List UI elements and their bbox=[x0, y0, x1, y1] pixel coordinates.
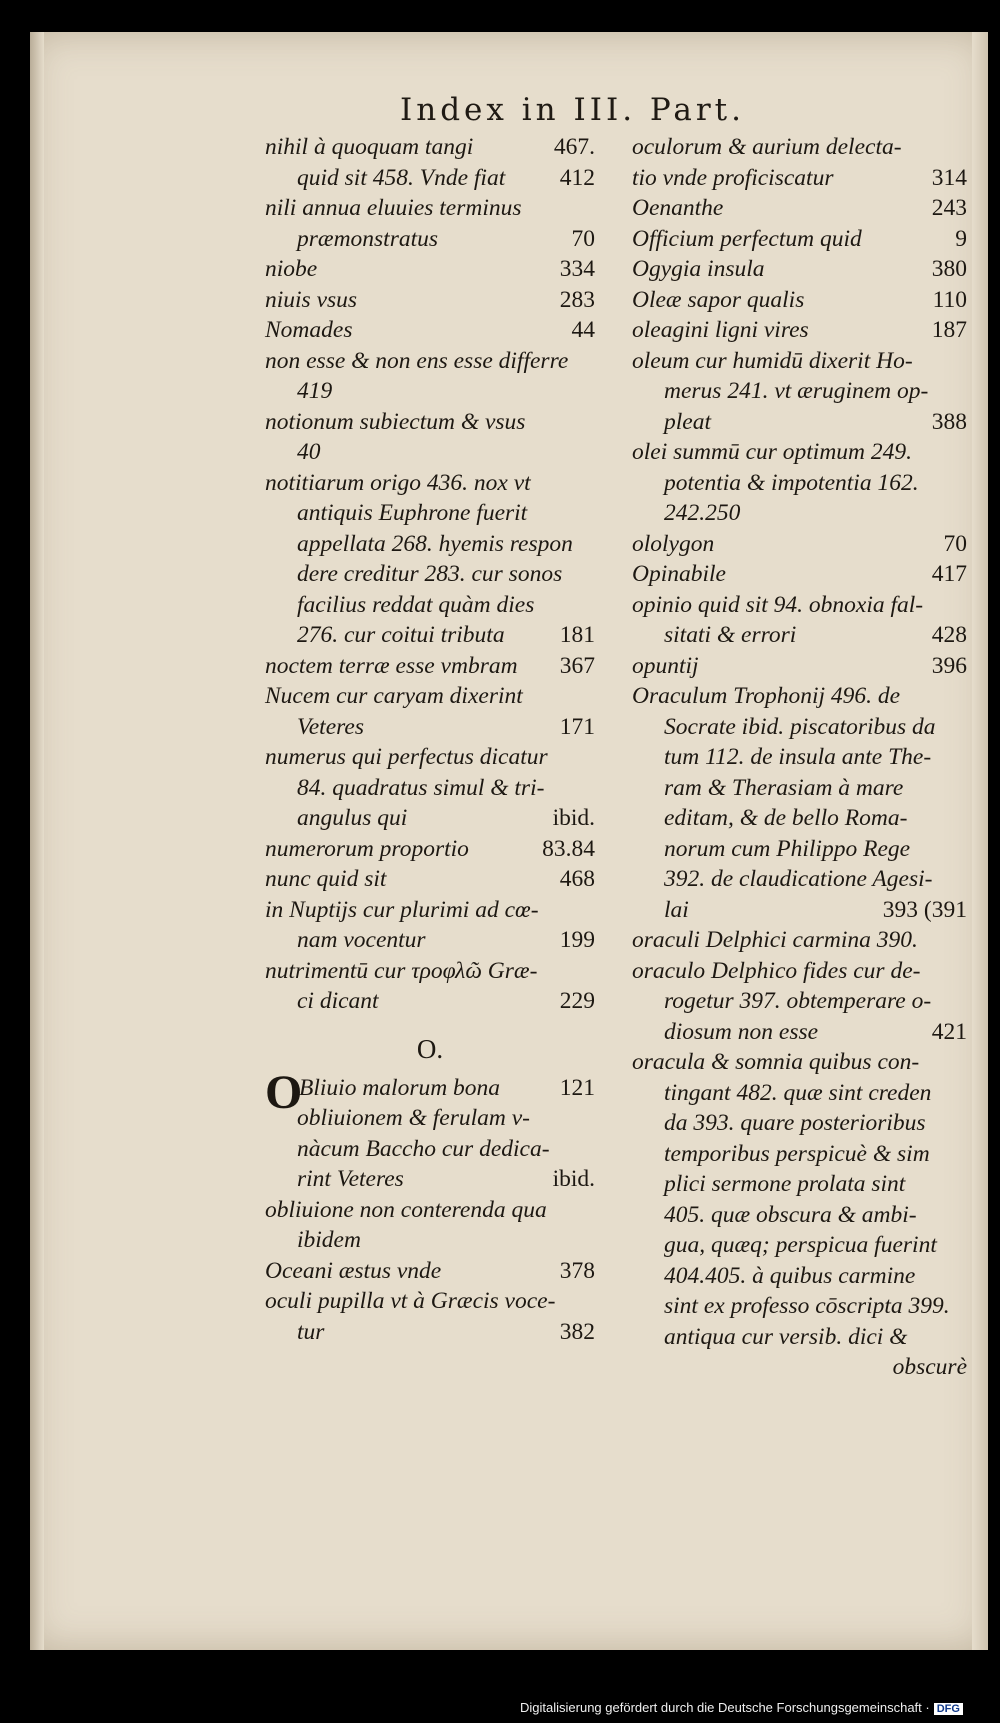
index-entry bbox=[632, 1261, 967, 1292]
index-entry-text: ram & Therasiam à mare bbox=[664, 774, 904, 801]
index-entry bbox=[265, 712, 595, 743]
index-entry bbox=[265, 1103, 595, 1134]
index-entry-text: tio vnde proficiscatur bbox=[632, 164, 834, 191]
index-entry bbox=[632, 285, 967, 316]
index-entry bbox=[632, 956, 967, 987]
index-entry-text: obliuione non conterenda qua bbox=[265, 1196, 547, 1223]
index-entry-text: tur bbox=[297, 1318, 325, 1345]
index-entry-page-number: 428 bbox=[931, 622, 967, 648]
index-entry-text: Oenanthe bbox=[632, 195, 724, 221]
index-entry-text: angulus qui bbox=[297, 805, 408, 831]
index-entry-page-number: 243 bbox=[931, 195, 967, 221]
index-entry-text: niuis vsus bbox=[265, 286, 358, 313]
index-entry-text: tingant 482. quæ sint creden bbox=[664, 1079, 932, 1106]
index-entry-text: in Nuptijs cur plurimi ad cœ- bbox=[265, 896, 539, 923]
index-entry-page-number: 83.84 bbox=[542, 835, 595, 862]
index-entry-text: norum cum Philippo Rege bbox=[664, 835, 911, 862]
index-entry-page-number: 283 bbox=[559, 286, 595, 313]
index-entry bbox=[265, 681, 595, 712]
index-entry bbox=[265, 285, 595, 316]
index-entry-text: numerus qui perfectus dicatur bbox=[265, 744, 548, 770]
index-entry-page-number: 44 bbox=[571, 317, 595, 343]
index-entry bbox=[265, 803, 595, 834]
index-entry-text: opinio quid sit 94. obnoxia fal- bbox=[632, 591, 924, 618]
index-entry-page-number: 187 bbox=[931, 317, 967, 343]
index-entry bbox=[265, 1317, 595, 1348]
index-entry bbox=[265, 132, 595, 163]
index-entry-text: non esse & non ens esse differre bbox=[265, 347, 569, 374]
index-entry-page-number: 378 bbox=[559, 1257, 595, 1284]
index-entry-page-number: 121 bbox=[559, 1074, 595, 1101]
index-entry bbox=[265, 498, 595, 529]
index-entry bbox=[265, 1225, 595, 1256]
index-entry bbox=[265, 468, 595, 499]
index-entry-text: nutrimentū cur τροφλῶ Græ- bbox=[265, 957, 538, 984]
index-entry-page-number: 181 bbox=[559, 622, 595, 648]
index-entry-page-number: 412 bbox=[559, 164, 595, 191]
index-entry bbox=[632, 1017, 967, 1048]
index-entry-page-number: 382 bbox=[559, 1318, 595, 1345]
index-entry bbox=[632, 620, 967, 651]
index-entry bbox=[265, 742, 595, 773]
index-entry-text: gua, quæq; perspicua fuerint bbox=[664, 1232, 937, 1258]
digitization-footer bbox=[520, 1700, 990, 1715]
index-entry-text: notitiarum origo 436. nox vt bbox=[265, 469, 531, 496]
index-entry-text: ibidem bbox=[297, 1227, 361, 1253]
index-entry bbox=[632, 773, 967, 804]
index-entry-page-number: 421 bbox=[931, 1018, 967, 1045]
index-entry bbox=[632, 1169, 967, 1200]
index-entry-text: nihil à quoquam tangi bbox=[265, 134, 474, 160]
index-entry bbox=[265, 163, 595, 194]
index-entry-page-number: 468 bbox=[559, 866, 595, 892]
index-entry-text: Ogygia insula bbox=[632, 256, 765, 282]
page-gutter-shadow bbox=[30, 32, 44, 1650]
index-entry bbox=[265, 834, 595, 865]
index-entries-o-continued bbox=[632, 132, 967, 1383]
index-entry bbox=[632, 132, 967, 163]
index-entry-text: 276. cur coitui tributa bbox=[297, 622, 505, 648]
index-entry bbox=[632, 254, 967, 285]
index-entry-text: Oceani æstus vnde bbox=[265, 1257, 442, 1284]
index-entry-page-number: 70 bbox=[571, 225, 595, 252]
index-entry-text: notionum subiectum & vsus bbox=[265, 408, 526, 435]
index-entry-text: antiqua cur versib. dici & bbox=[664, 1323, 908, 1350]
dfg-logo: DFG bbox=[934, 1703, 963, 1715]
index-entry-text: nàcum Baccho cur dedica- bbox=[297, 1135, 550, 1162]
index-entry bbox=[632, 803, 967, 834]
index-entry bbox=[265, 1164, 595, 1195]
index-column-right bbox=[632, 132, 967, 1383]
index-entry-text: oraculi Delphici carmina 390. bbox=[632, 927, 918, 953]
index-entry bbox=[632, 864, 967, 895]
index-entry bbox=[632, 224, 967, 255]
index-entry-page-number: ibid. bbox=[552, 805, 595, 831]
index-entry bbox=[265, 864, 595, 895]
index-entry-page-number: 70 bbox=[943, 530, 967, 557]
index-entry bbox=[632, 1139, 967, 1170]
index-entry bbox=[265, 346, 595, 377]
index-entry bbox=[265, 895, 595, 926]
index-entry bbox=[265, 437, 595, 468]
index-entry bbox=[265, 376, 595, 407]
index-entry-page-number: 417 bbox=[931, 561, 967, 587]
index-entry bbox=[632, 681, 967, 712]
index-entry-text: oleum cur humidū dixerit Ho- bbox=[632, 347, 913, 374]
index-entry bbox=[632, 1047, 967, 1078]
index-entry-text: potentia & impotentia 162. bbox=[664, 469, 919, 496]
index-entry-page-number: 171 bbox=[559, 713, 595, 740]
index-entry-page-number: 9 bbox=[955, 225, 967, 252]
index-entry-page-number: 380 bbox=[931, 256, 967, 282]
index-entry-text: sint ex professo cōscripta 399. bbox=[664, 1293, 950, 1319]
index-entry-text: Veteres bbox=[297, 713, 364, 740]
index-entry bbox=[632, 376, 967, 407]
footer-text: Digitalisierung gefördert durch die Deutsche Forschungsgemeinschaft · bbox=[520, 1700, 930, 1715]
index-entry-text: facilius reddat quàm dies bbox=[297, 591, 535, 618]
index-entry bbox=[632, 986, 967, 1017]
index-entry bbox=[265, 651, 595, 682]
index-entry-text: Opinabile bbox=[632, 561, 726, 587]
index-entry bbox=[265, 1195, 595, 1226]
index-entry bbox=[265, 529, 595, 560]
index-entry bbox=[632, 407, 967, 438]
index-entry bbox=[632, 1291, 967, 1322]
index-entry-page-number: 393 (391 bbox=[882, 896, 967, 923]
index-entry-text: 242.250 bbox=[664, 500, 741, 526]
index-entry-text: pleat bbox=[664, 408, 711, 435]
index-entry bbox=[632, 925, 967, 956]
index-entry-text: oraculo Delphico fides cur de- bbox=[632, 957, 921, 984]
index-entry-page-number: 396 bbox=[931, 652, 967, 679]
index-entry-text: merus 241. vt æruginem op- bbox=[664, 378, 929, 404]
index-entry bbox=[265, 315, 595, 346]
index-entry-text: editam, & de bello Roma- bbox=[664, 805, 908, 831]
index-entry-page-number: ibid. bbox=[552, 1166, 595, 1192]
index-entry-text: ololygon bbox=[632, 530, 715, 557]
index-entry-page-number: 388 bbox=[931, 408, 967, 435]
index-entry-text: rogetur 397. obtemperare o- bbox=[664, 988, 932, 1014]
index-entry bbox=[265, 224, 595, 255]
index-entry-text: plici sermone prolata sint bbox=[664, 1171, 906, 1197]
drop-capital: O bbox=[265, 1065, 303, 1119]
index-entry bbox=[632, 1078, 967, 1109]
index-entries-o bbox=[265, 1065, 595, 1348]
index-entry bbox=[265, 1134, 595, 1165]
index-entry-text: antiquis Euphrone fuerit bbox=[297, 500, 528, 526]
index-entry-text: 84. quadratus simul & tri- bbox=[297, 774, 545, 801]
index-entry-page-number: 199 bbox=[559, 927, 595, 953]
running-head: Index in III. Part. bbox=[400, 92, 745, 128]
index-column-left bbox=[265, 132, 595, 1347]
index-entry-text: quid sit 458. Vnde fiat bbox=[297, 164, 506, 191]
index-entry-text: Officium perfectum quid bbox=[632, 225, 862, 252]
index-entry-text: Bliuio malorum bona bbox=[299, 1074, 501, 1101]
index-entry bbox=[265, 925, 595, 956]
index-entry-text: temporibus perspicuè & sim bbox=[664, 1140, 930, 1167]
index-entry bbox=[265, 773, 595, 804]
index-entry bbox=[632, 346, 967, 377]
index-entry-text: opuntij bbox=[632, 652, 699, 679]
index-entry bbox=[632, 498, 967, 529]
index-entry bbox=[632, 1108, 967, 1139]
index-entry-text: obliuionem & ferulam v- bbox=[297, 1105, 531, 1131]
index-entry bbox=[632, 193, 967, 224]
index-entry-text: 392. de claudicatione Agesi- bbox=[664, 866, 933, 892]
index-entry-text: 419 bbox=[297, 378, 333, 404]
index-entry bbox=[632, 315, 967, 346]
index-entry-text: Oraculum Trophonij 496. de bbox=[632, 683, 901, 709]
index-entry-text: præmonstratus bbox=[297, 225, 439, 252]
index-entry-page-number: 229 bbox=[559, 988, 595, 1014]
index-entry-text: oculorum & aurium delecta- bbox=[632, 134, 902, 160]
index-entry-text: dere creditur 283. cur sonos bbox=[297, 561, 563, 587]
index-entry-text: oculi pupilla vt à Græcis voce- bbox=[265, 1288, 556, 1314]
index-entry bbox=[632, 742, 967, 773]
index-entry-text: noctem terræ esse vmbram bbox=[265, 652, 518, 679]
index-entry-page-number: 110 bbox=[932, 286, 967, 313]
index-entry-text: appellata 268. hyemis respon bbox=[297, 530, 573, 557]
index-entry bbox=[632, 712, 967, 743]
index-entry bbox=[265, 559, 595, 590]
index-entry-text: nam vocentur bbox=[297, 927, 426, 953]
index-entry-text: oracula & somnia quibus con- bbox=[632, 1049, 920, 1075]
index-entry-page-number: 367 bbox=[559, 652, 595, 679]
index-entry bbox=[265, 986, 595, 1017]
index-entry-text: oleagini ligni vires bbox=[632, 317, 809, 343]
letter-heading: O. bbox=[416, 1033, 444, 1064]
index-entry-page-number: 314 bbox=[931, 164, 967, 191]
index-entry-text: tum 112. de insula ante The- bbox=[664, 744, 932, 770]
index-entry-text: nunc quid sit bbox=[265, 866, 387, 892]
index-entry-text: sitati & errori bbox=[664, 622, 797, 648]
page-edge bbox=[972, 32, 988, 1650]
index-entry bbox=[632, 559, 967, 590]
index-entry-text: diosum non esse bbox=[664, 1018, 819, 1045]
index-entry bbox=[632, 1322, 967, 1353]
index-entry-text: Oleæ sapor qualis bbox=[632, 286, 805, 313]
index-entry-page-number: 467. bbox=[553, 134, 595, 160]
index-entry-text: Nomades bbox=[265, 317, 353, 343]
index-entry bbox=[632, 529, 967, 560]
index-entry-text: ci dicant bbox=[297, 988, 379, 1014]
index-entry-text: 404.405. à quibus carmine bbox=[664, 1262, 916, 1289]
index-entry bbox=[265, 590, 595, 621]
index-entry bbox=[265, 193, 595, 224]
index-entry bbox=[265, 620, 595, 651]
index-entry-text: niobe bbox=[265, 256, 318, 282]
index-entry-text: numerorum proportio bbox=[265, 835, 469, 862]
index-entries-n bbox=[265, 132, 595, 1017]
index-entry bbox=[632, 468, 967, 499]
index-entry bbox=[632, 437, 967, 468]
index-entry bbox=[632, 834, 967, 865]
index-entry-text: olei summū cur optimum 249. bbox=[632, 439, 913, 465]
index-entry bbox=[265, 254, 595, 285]
index-entry bbox=[632, 895, 967, 926]
index-entry bbox=[632, 590, 967, 621]
index-entry bbox=[632, 651, 967, 682]
index-entry-text: da 393. quare posterioribus bbox=[664, 1110, 926, 1136]
index-entry-text: 405. quæ obscura & ambi- bbox=[664, 1201, 917, 1228]
index-entry bbox=[265, 1286, 595, 1317]
index-entry bbox=[632, 1200, 967, 1231]
index-entry bbox=[632, 1352, 967, 1383]
index-entry bbox=[265, 407, 595, 438]
index-entry bbox=[632, 1230, 967, 1261]
index-entry-text: lai bbox=[664, 896, 689, 923]
index-entry bbox=[265, 956, 595, 987]
index-entry bbox=[265, 1256, 595, 1287]
index-entry bbox=[632, 163, 967, 194]
index-entry-text: nili annua eluuies terminus bbox=[265, 195, 522, 221]
index-entry-text: rint Veteres bbox=[297, 1166, 404, 1192]
index-entry-text: obscurè bbox=[892, 1354, 967, 1380]
index-entry-text: Socrate ibid. piscatoribus da bbox=[664, 713, 936, 740]
index-entry-page-number: 334 bbox=[559, 256, 595, 282]
index-entry-text: 40 bbox=[297, 439, 321, 465]
index-entry-text: Nucem cur caryam dixerint bbox=[265, 683, 523, 709]
